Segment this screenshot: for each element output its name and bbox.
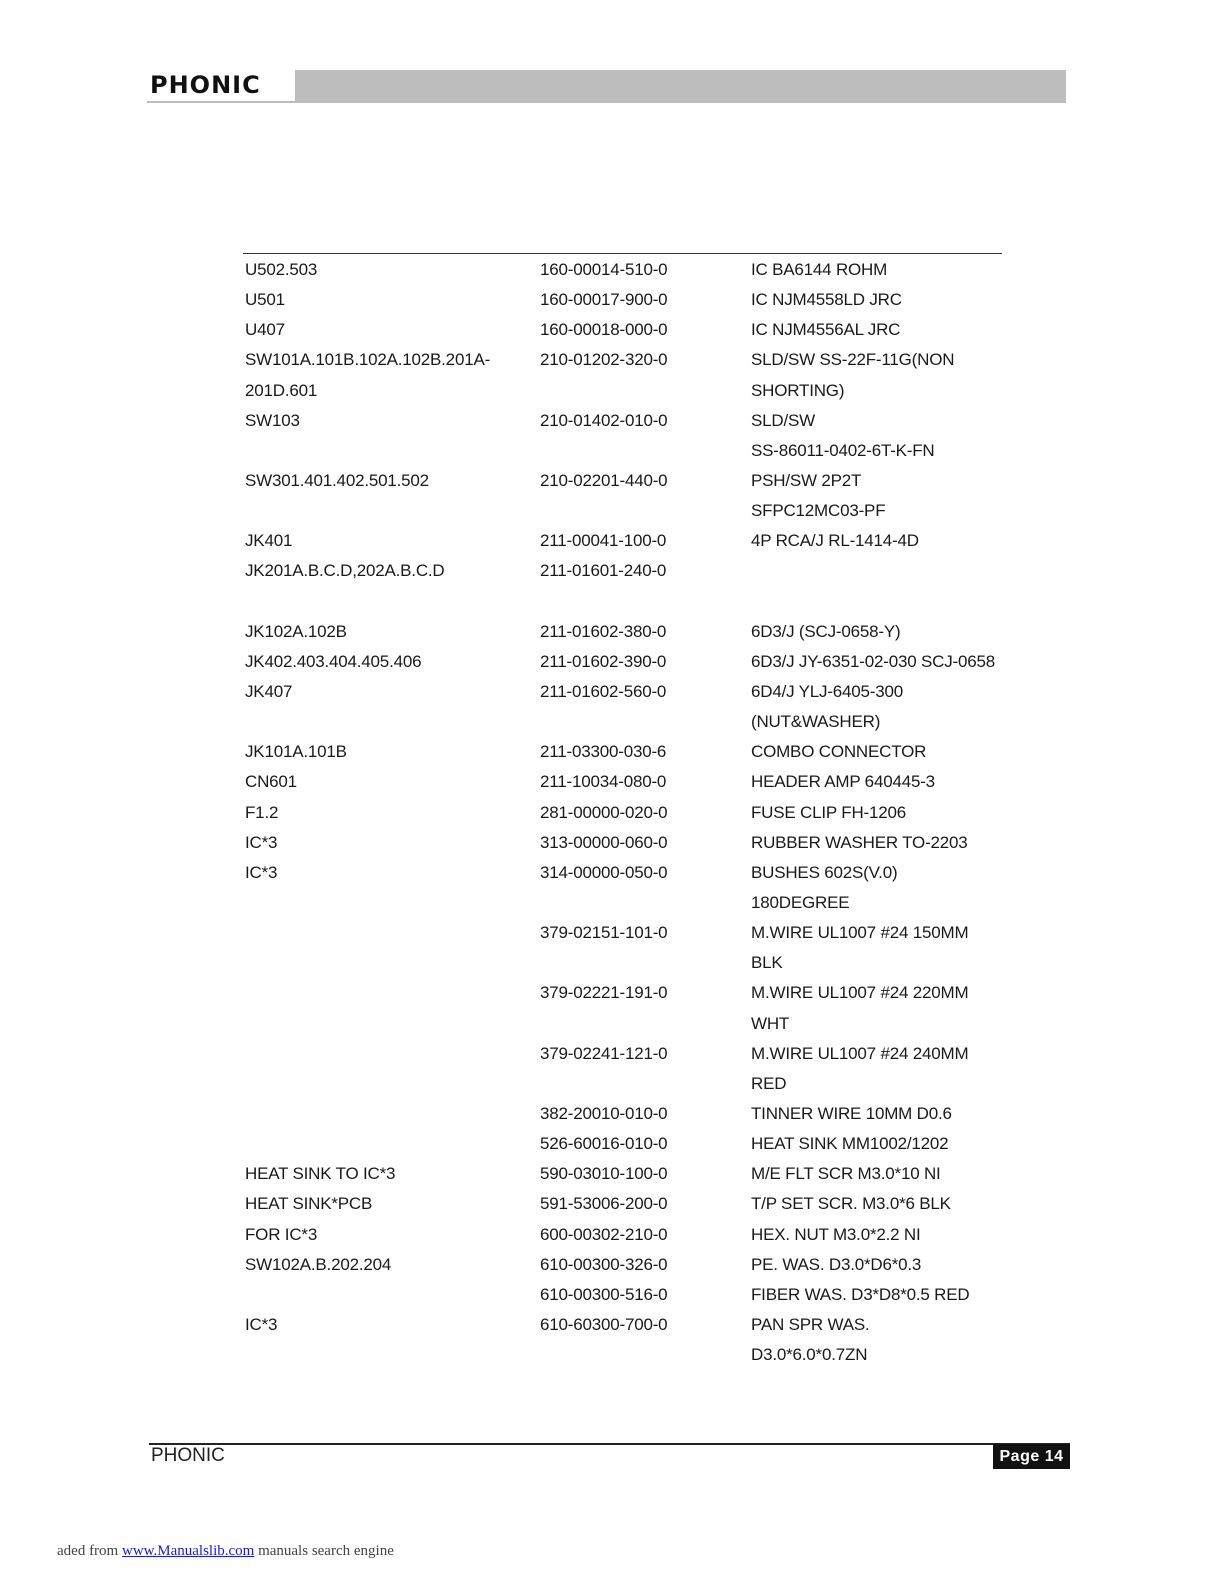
ref-cell: SW101A.101B.102A.102B.201A- bbox=[245, 350, 491, 370]
description-cell: 6D3/J JY-6351-02-030 SCJ-0658 bbox=[751, 651, 996, 671]
ref-cell: JK201A.B.C.D,202A.B.C.D bbox=[245, 561, 445, 581]
footer-rule bbox=[149, 1443, 1070, 1445]
table-row bbox=[245, 707, 1005, 737]
table-row bbox=[245, 556, 1005, 586]
table-row bbox=[245, 737, 1005, 767]
description-cell: RUBBER WASHER TO-2203 bbox=[751, 832, 968, 852]
description-cell: SFPC12MC03-PF bbox=[751, 501, 886, 521]
part-number-cell: 590-03010-100-0 bbox=[540, 1164, 668, 1184]
table-row bbox=[245, 255, 1005, 285]
part-number-cell: 313-00000-060-0 bbox=[540, 832, 668, 852]
description-cell: 6D3/J (SCJ-0658-Y) bbox=[751, 621, 901, 641]
description-cell: IC NJM4556AL JRC bbox=[751, 320, 901, 340]
table-row bbox=[245, 888, 1005, 918]
header-grey-band bbox=[295, 70, 1066, 103]
ref-cell: HEAT SINK*PCB bbox=[245, 1194, 373, 1214]
part-number-cell: 610-00300-516-0 bbox=[540, 1284, 668, 1304]
table-row bbox=[245, 345, 1005, 375]
description-cell: HEADER AMP 640445-3 bbox=[751, 772, 935, 792]
table-row bbox=[245, 466, 1005, 496]
description-cell: SLD/SW bbox=[751, 410, 815, 430]
table-row bbox=[245, 1340, 1005, 1370]
part-number-cell: 382-20010-010-0 bbox=[540, 1103, 668, 1123]
table-row bbox=[245, 587, 1005, 617]
table-row bbox=[245, 918, 1005, 948]
part-number-cell: 211-00041-100-0 bbox=[540, 531, 667, 551]
description-cell: M.WIRE UL1007 #24 240MM bbox=[751, 1043, 969, 1063]
description-cell: SS-86011-0402-6T-K-FN bbox=[751, 440, 935, 460]
table-row bbox=[245, 1310, 1005, 1340]
header-bar bbox=[147, 70, 1066, 103]
part-number-cell: 210-01402-010-0 bbox=[540, 410, 668, 430]
ref-cell: IC*3 bbox=[245, 862, 278, 882]
table-row bbox=[245, 315, 1005, 345]
table-row bbox=[245, 1009, 1005, 1039]
description-cell: M.WIRE UL1007 #24 220MM bbox=[751, 983, 969, 1003]
description-cell: M/E FLT SCR M3.0*10 NI bbox=[751, 1164, 941, 1184]
description-cell: TINNER WIRE 10MM D0.6 bbox=[751, 1103, 952, 1123]
manualslib-link[interactable]: www.Manualslib.com bbox=[121, 1543, 255, 1559]
ref-cell: JK102A.102B bbox=[245, 621, 347, 641]
table-row bbox=[245, 376, 1005, 406]
table-row bbox=[245, 798, 1005, 828]
description-cell: COMBO CONNECTOR bbox=[751, 742, 927, 762]
part-number-cell: 211-10034-080-0 bbox=[540, 772, 667, 792]
table-row bbox=[245, 858, 1005, 888]
description-cell: HEAT SINK MM1002/1202 bbox=[751, 1134, 949, 1154]
ref-cell: SW301.401.402.501.502 bbox=[245, 470, 429, 490]
description-cell: IC NJM4558LD JRC bbox=[751, 290, 902, 310]
table-row bbox=[245, 436, 1005, 466]
description-cell: RED bbox=[751, 1073, 787, 1093]
table-row bbox=[245, 1039, 1005, 1069]
table-row bbox=[245, 1069, 1005, 1099]
part-number-cell: 211-01602-380-0 bbox=[540, 621, 667, 641]
parts-table bbox=[245, 255, 1005, 1370]
description-cell: SLD/SW SS-22F-11G(NON bbox=[751, 350, 955, 370]
ref-cell: SW103 bbox=[245, 410, 300, 430]
part-number-cell: 379-02221-191-0 bbox=[540, 983, 668, 1003]
description-cell: PSH/SW 2P2T bbox=[751, 470, 862, 490]
table-row bbox=[245, 1280, 1005, 1310]
ref-cell: JK402.403.404.405.406 bbox=[245, 651, 422, 671]
ref-cell: FOR IC*3 bbox=[245, 1224, 318, 1244]
description-cell: IC BA6144 ROHM bbox=[751, 260, 888, 279]
header-logo-underline bbox=[147, 101, 295, 103]
description-cell: FIBER WAS. D3*D8*0.5 RED bbox=[751, 1284, 970, 1304]
table-row bbox=[245, 1159, 1005, 1189]
part-number-cell: 314-00000-050-0 bbox=[540, 862, 668, 882]
part-number-cell: 281-00000-020-0 bbox=[540, 802, 668, 822]
source-note bbox=[57, 1541, 394, 1561]
ref-cell: JK101A.101B bbox=[245, 742, 347, 762]
ref-cell: F1.2 bbox=[245, 802, 279, 822]
table-row bbox=[245, 677, 1005, 707]
table-row bbox=[245, 948, 1005, 978]
page-number-badge: Page 14 bbox=[993, 1444, 1070, 1469]
part-number-cell: 160-00018-000-0 bbox=[540, 320, 668, 340]
table-row bbox=[245, 1189, 1005, 1219]
part-number-cell: 160-00014-510-0 bbox=[540, 260, 668, 279]
description-cell: (NUT&WASHER) bbox=[751, 712, 881, 732]
description-cell: BUSHES 602S(V.0) bbox=[751, 862, 898, 882]
ref-cell: SW102A.B.202.204 bbox=[245, 1254, 392, 1274]
ref-cell: U501 bbox=[245, 290, 285, 310]
description-cell: D3.0*6.0*0.7ZN bbox=[751, 1345, 868, 1365]
table-top-rule bbox=[243, 253, 1002, 254]
table-row bbox=[245, 767, 1005, 797]
table-row bbox=[245, 647, 1005, 677]
table-row bbox=[245, 978, 1005, 1008]
description-cell: SHORTING) bbox=[751, 380, 845, 400]
part-number-cell: 211-01601-240-0 bbox=[540, 561, 667, 581]
description-cell: 180DEGREE bbox=[751, 892, 850, 912]
description-cell: FUSE CLIP FH-1206 bbox=[751, 802, 907, 822]
part-number-cell: 160-00017-900-0 bbox=[540, 290, 668, 310]
ref-cell: JK401 bbox=[245, 531, 293, 551]
part-number-cell: 610-60300-700-0 bbox=[540, 1314, 668, 1334]
part-number-cell: 526-60016-010-0 bbox=[540, 1134, 668, 1154]
table-row bbox=[245, 1250, 1005, 1280]
footer-brand: PHONIC bbox=[151, 1445, 225, 1466]
description-cell: HEX. NUT M3.0*2.2 NI bbox=[751, 1224, 921, 1244]
table-row bbox=[245, 285, 1005, 315]
table-row bbox=[245, 1220, 1005, 1250]
part-number-cell: 211-03300-030-6 bbox=[540, 742, 667, 762]
table-row bbox=[245, 617, 1005, 647]
source-note-prefix: aded from bbox=[57, 1543, 122, 1559]
ref-cell: HEAT SINK TO IC*3 bbox=[245, 1164, 396, 1184]
part-number-cell: 591-53006-200-0 bbox=[540, 1194, 668, 1214]
description-cell: PE. WAS. D3.0*D6*0.3 bbox=[751, 1254, 922, 1274]
ref-cell: IC*3 bbox=[245, 832, 278, 852]
table-row bbox=[245, 1129, 1005, 1159]
description-cell: 4P RCA/J RL-1414-4D bbox=[751, 531, 919, 551]
table-row bbox=[245, 526, 1005, 556]
table-row bbox=[245, 406, 1005, 436]
source-note-suffix: manuals search engine bbox=[254, 1543, 394, 1559]
ref-cell: U502.503 bbox=[245, 260, 318, 279]
table-row bbox=[245, 828, 1005, 858]
part-number-cell: 210-02201-440-0 bbox=[540, 470, 668, 490]
ref-cell: 201D.601 bbox=[245, 380, 318, 400]
description-cell: T/P SET SCR. M3.0*6 BLK bbox=[751, 1194, 951, 1214]
table-row bbox=[245, 1099, 1005, 1129]
part-number-cell: 610-00300-326-0 bbox=[540, 1254, 668, 1274]
description-cell: BLK bbox=[751, 953, 783, 973]
description-cell: PAN SPR WAS. bbox=[751, 1314, 870, 1334]
part-number-cell: 600-00302-210-0 bbox=[540, 1224, 668, 1244]
part-number-cell: 211-01602-390-0 bbox=[540, 651, 667, 671]
part-number-cell: 211-01602-560-0 bbox=[540, 681, 667, 701]
part-number-cell: 379-02151-101-0 bbox=[540, 923, 668, 943]
description-cell: M.WIRE UL1007 #24 150MM bbox=[751, 923, 969, 943]
ref-cell: U407 bbox=[245, 320, 285, 340]
part-number-cell: 210-01202-320-0 bbox=[540, 350, 668, 370]
table-row bbox=[245, 496, 1005, 526]
ref-cell: IC*3 bbox=[245, 1314, 278, 1334]
ref-cell: JK407 bbox=[245, 681, 293, 701]
description-cell: WHT bbox=[751, 1013, 790, 1033]
ref-cell: CN601 bbox=[245, 772, 297, 792]
description-cell: 6D4/J YLJ-6405-300 bbox=[751, 681, 904, 701]
part-number-cell: 379-02241-121-0 bbox=[540, 1043, 668, 1063]
brand-logo: PHONIC bbox=[150, 71, 261, 99]
